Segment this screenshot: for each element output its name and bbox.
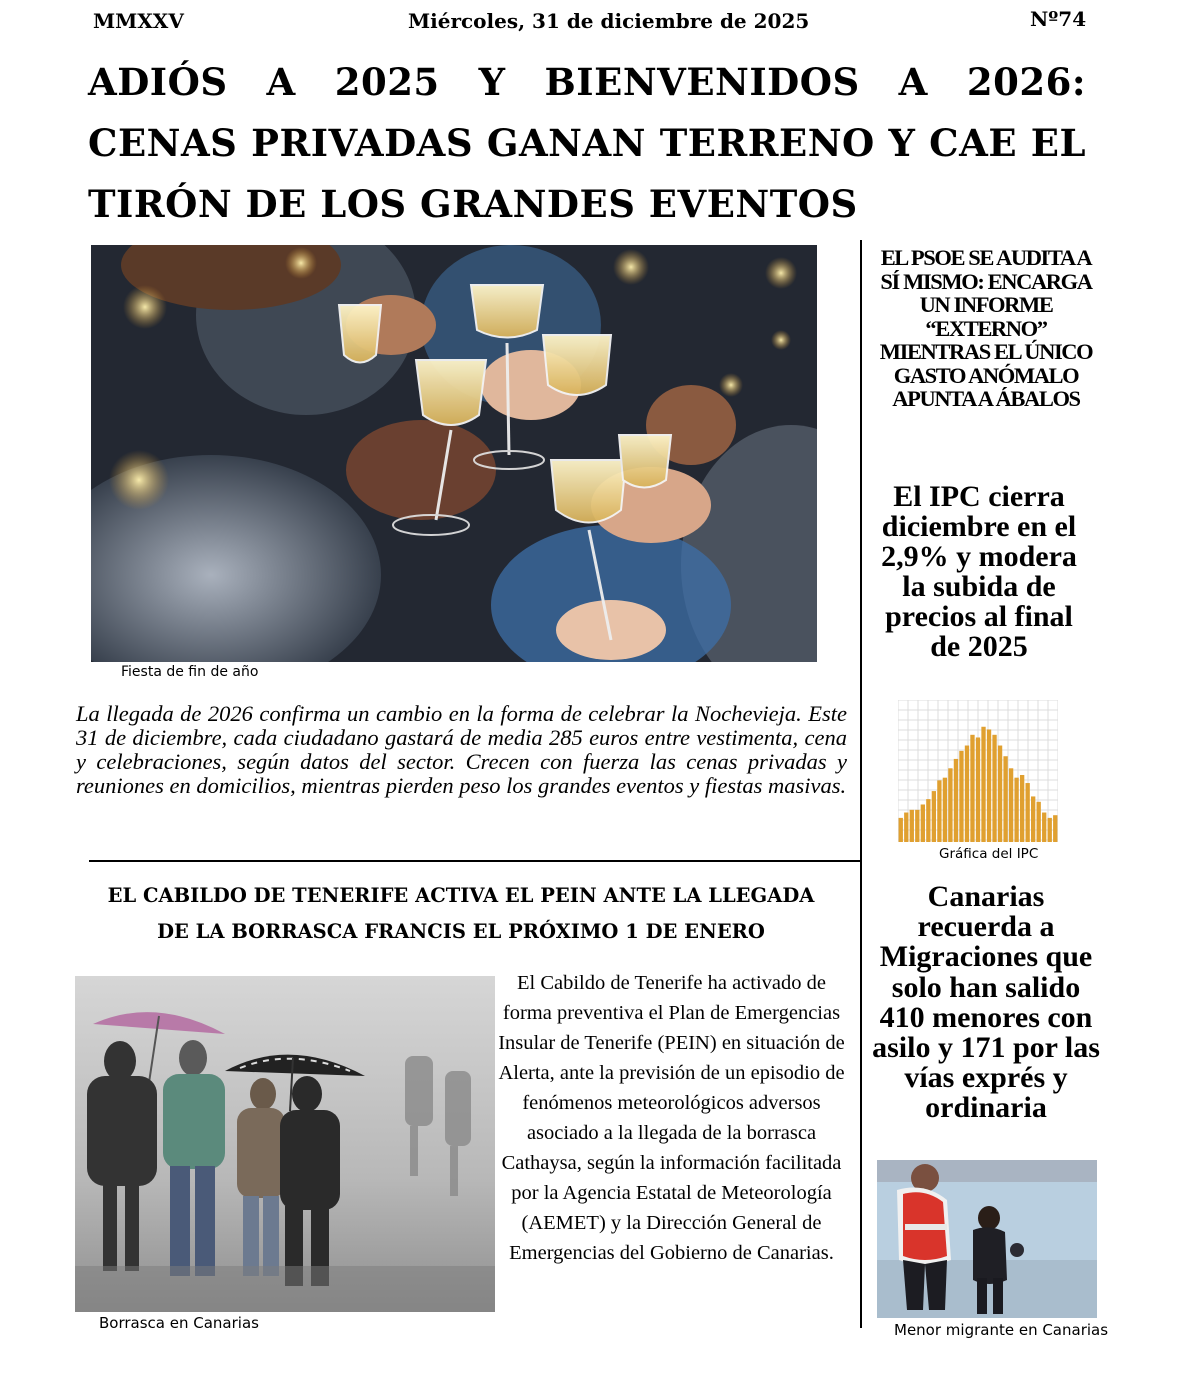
chart-bar [1042,813,1046,842]
chart-bar [998,746,1002,842]
chart-bar [1048,818,1052,842]
main-photo [91,245,817,662]
second-headline: EL CABILDO DE TENERIFE ACTIVA EL PEIN ANTE LA LLEGADA DE LA BORRASCA FRANCIS EL PRÓXIMO 1 DE ENERO [107,884,815,943]
chart-bar [921,804,925,842]
chart-bar [1003,756,1007,842]
chart-bar [926,799,930,842]
chart-bar [932,791,936,842]
sidebar-headline-canarias: Canarias recuerda a Migraciones que solo han salido 410 menores con asilo y 171 por las vías exprés y ordinaria [872,880,1100,1125]
ipc-chart [898,700,1058,842]
chart-bar [1009,768,1013,842]
chart-bar [1031,796,1035,842]
migrant-photo-caption: Menor migrante en Canarias [894,1321,1109,1339]
column-rule [860,240,862,1328]
chart-bar [904,813,908,842]
chart-bar [1020,775,1024,842]
section-rule [89,860,861,862]
storm-photo [75,976,495,1312]
storm-photo-caption: Borrasca en Canarias [99,1314,259,1332]
sidebar-headline-psoe: EL PSOE SE AUDITA A SÍ MISMO: ENCARGA UN INFORME “EXTERNO” MIENTRAS EL ÚNICO GASTO ANÓMALO APUNTA A ÁBALOS [879,245,1093,411]
chart-bar [1037,802,1041,842]
main-lead: La llegada de 2026 confirma un cambio en la forma de celebrar la Nochevieja. Este 31 de diciembre, cada ciudadano gastará de media 285 euros entre vestimenta, cena y celebraciones, según datos del sector. Crecen con fuerza las cenas privadas y reuniones en domicilios, mientras pierden peso los grandes eventos y fiestas masivas. [76,701,847,798]
chart-bar [943,778,947,842]
chart-bar [899,818,903,842]
chart-bar [981,727,985,842]
chart-bar [1014,778,1018,842]
chart-bar [970,735,974,842]
main-headline: ADIÓS A 2025 Y BIENVENIDOS A 2026: CENAS PRIVADAS GANAN TERRENO Y CAE EL TIRÓN DE LOS GRANDES EVENTOS [88,60,1086,226]
sidebar-headline-ipc: El IPC cierra diciembre en el 2,9% y modera la subida de precios al final de 2025 [881,480,1077,663]
chart-bar [954,759,958,842]
chart-bar [915,810,919,842]
chart-bar [987,729,991,842]
chart-bar [948,768,952,842]
chart-bar [1053,815,1057,842]
masthead-date: Miércoles, 31 de diciembre de 2025 [408,9,810,33]
migrant-photo [877,1160,1097,1318]
chart-bar [976,737,980,842]
chart-bar [992,735,996,842]
second-body: El Cabildo de Tenerife ha activado de forma preventiva el Plan de Emergencias Insular de Tenerife (PEIN) en situación de Alerta, ante la previsión de un episodio de fenómenos meteorológicos adversos asociado a la llegada de la borrasca Cathaysa, según la información facilitada por la Agencia Estatal de Meteorología (AEMET) y la Dirección General de Emergencias del Gobierno de Canarias. [498,972,845,1264]
chart-bar [910,810,914,842]
chart-bar [959,751,963,842]
ipc-chart-caption: Gráfica del IPC [939,846,1039,862]
masthead-year: MMXXV [93,9,184,33]
chart-bar [965,746,969,842]
chart-bar [1026,783,1030,842]
main-photo-caption: Fiesta de fin de año [121,664,259,680]
masthead-issue: Nº74 [1030,7,1087,31]
chart-bar [937,780,941,842]
